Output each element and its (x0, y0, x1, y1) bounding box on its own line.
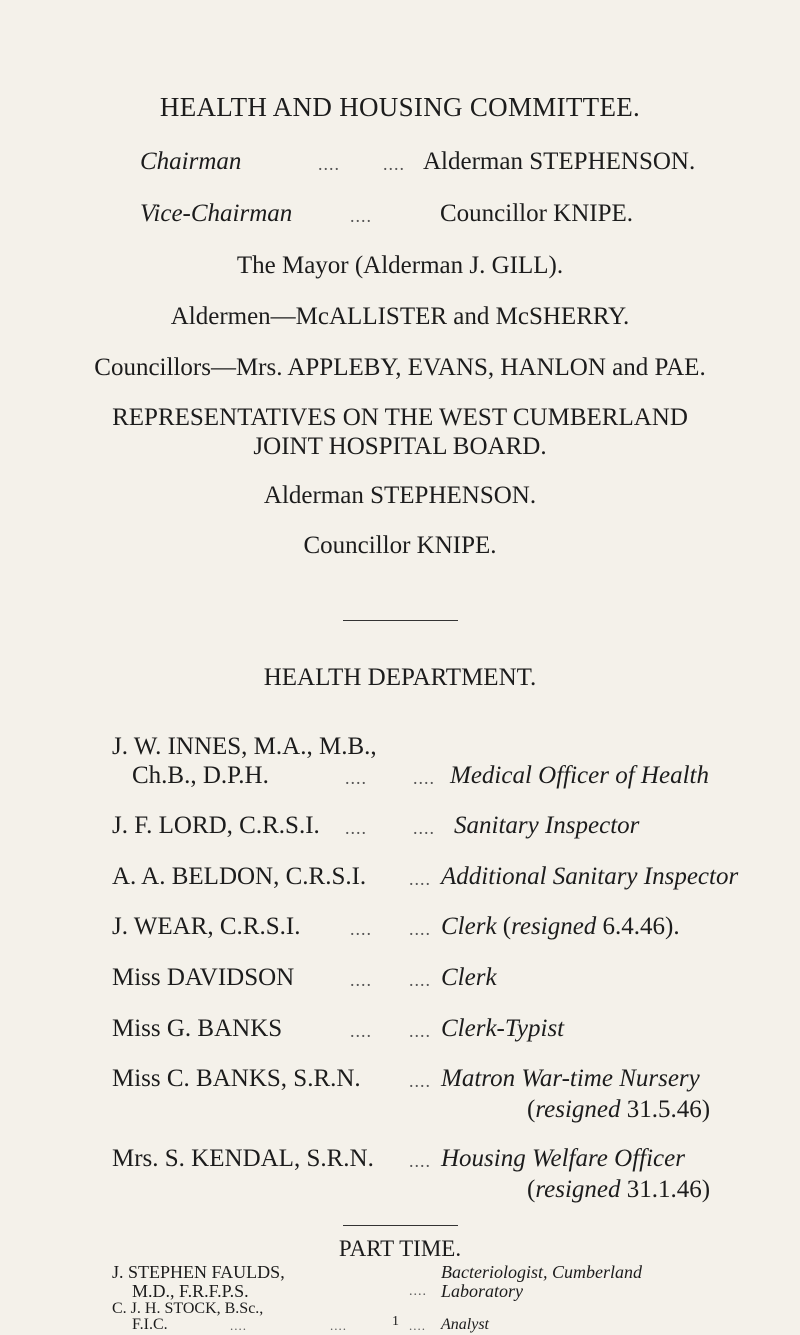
section-divider (343, 620, 458, 621)
staff-role: Medical Officer of Health (450, 762, 709, 789)
chairman-leader-dots-2: .... (383, 154, 405, 174)
part-time-name-line2: M.D., F.R.F.P.S. (132, 1281, 249, 1301)
note-date: 31.5.46) (620, 1096, 711, 1123)
staff-name-line2: Ch.B., D.P.H. (132, 762, 269, 789)
part-time-role: Analyst (441, 1316, 489, 1333)
leader-dots: .... (409, 1151, 431, 1171)
leader-dots: .... (409, 869, 431, 889)
vice-chairman-label: Vice-Chairman (140, 200, 293, 227)
staff-role: Clerk-Typist (441, 1015, 565, 1042)
leader-dots: .... (350, 970, 372, 990)
note-resigned: resigned (535, 1096, 621, 1123)
committee-title: HEALTH AND HOUSING COMMITTEE. (159, 92, 641, 122)
staff-note (527, 1096, 710, 1124)
leader-dots: .... (409, 919, 431, 939)
health-department-title: HEALTH DEPARTMENT. (263, 664, 537, 691)
note-paren: ( (527, 1176, 536, 1203)
part-time-name-line1: J. STEPHEN FAULDS, (112, 1262, 285, 1282)
leader-dots: .... (409, 1318, 426, 1333)
staff-name: J. WEAR, C.R.S.I. (112, 913, 301, 940)
page-number: 1 (392, 1314, 399, 1329)
leader-dots: .... (345, 768, 367, 788)
leader-dots: .... (409, 1071, 431, 1091)
vice-chairman-leader-dots: .... (350, 206, 372, 226)
staff-role: Sanitary Inspector (454, 812, 640, 839)
part-time-role-line2: Laboratory (441, 1281, 524, 1301)
part-time-role-line1: Bacteriologist, Cumberland (441, 1262, 642, 1282)
staff-role: Clerk (441, 913, 497, 940)
mayor-line: The Mayor (Alderman J. GILL). (236, 252, 564, 279)
leader-dots: .... (350, 1021, 372, 1041)
note-date: 31.1.46) (620, 1176, 711, 1203)
note-paren: ( (502, 913, 512, 940)
staff-name: Mrs. S. KENDAL, S.R.N. (112, 1145, 374, 1172)
staff-name: Miss DAVIDSON (112, 964, 295, 991)
leader-dots: .... (409, 970, 431, 990)
representatives-heading-line1: REPRESENTATIVES ON THE WEST CUMBERLAND (112, 404, 688, 431)
representative-2: Councillor KNIPE. (303, 532, 497, 559)
leader-dots: .... (409, 1021, 431, 1041)
section-divider (343, 1225, 458, 1226)
part-time-title: PART TIME. (338, 1236, 462, 1261)
leader-dots: .... (413, 818, 435, 838)
staff-name: Miss C. BANKS, S.R.N. (112, 1065, 361, 1092)
staff-note (527, 1176, 710, 1204)
note-resigned: resigned (535, 1176, 621, 1203)
leader-dots: .... (330, 1318, 347, 1333)
note-date: 6.4.46). (596, 913, 680, 940)
staff-name-line1: J. W. INNES, M.A., M.B., (112, 733, 377, 760)
leader-dots: .... (345, 818, 367, 838)
leader-dots: .... (409, 1284, 427, 1299)
part-time-name-line1: C. J. H. STOCK, B.Sc., (112, 1300, 264, 1317)
staff-role-with-note (441, 913, 680, 941)
staff-name: A. A. BELDON, C.R.S.I. (112, 863, 367, 890)
staff-name: Miss G. BANKS (112, 1015, 283, 1042)
staff-name: J. F. LORD, C.R.S.I. (112, 812, 320, 839)
note-paren: ( (527, 1096, 536, 1123)
leader-dots: .... (413, 768, 435, 788)
chairman-leader-dots: .... (318, 154, 340, 174)
staff-role: Housing Welfare Officer (441, 1145, 685, 1172)
note-resigned: resigned (511, 913, 597, 940)
vice-chairman-name: Councillor KNIPE. (440, 200, 634, 227)
councillors-line: Councillors—Mrs. APPLEBY, EVANS, HANLON and PAE. (94, 354, 706, 381)
aldermen-line: Aldermen—McALLISTER and McSHERRY. (170, 303, 630, 330)
chairman-label: Chairman (140, 148, 242, 175)
representative-1: Alderman STEPHENSON. (263, 482, 537, 509)
part-time-name-line2: F.I.C. (132, 1316, 168, 1333)
staff-role: Clerk (441, 964, 497, 991)
representatives-heading-line2: JOINT HOSPITAL BOARD. (253, 433, 547, 460)
leader-dots: .... (350, 919, 372, 939)
chairman-name: Alderman STEPHENSON. (423, 148, 696, 175)
staff-role: Additional Sanitary Inspector (441, 863, 739, 890)
staff-role: Matron War-time Nursery (441, 1065, 700, 1092)
leader-dots: .... (230, 1318, 247, 1333)
